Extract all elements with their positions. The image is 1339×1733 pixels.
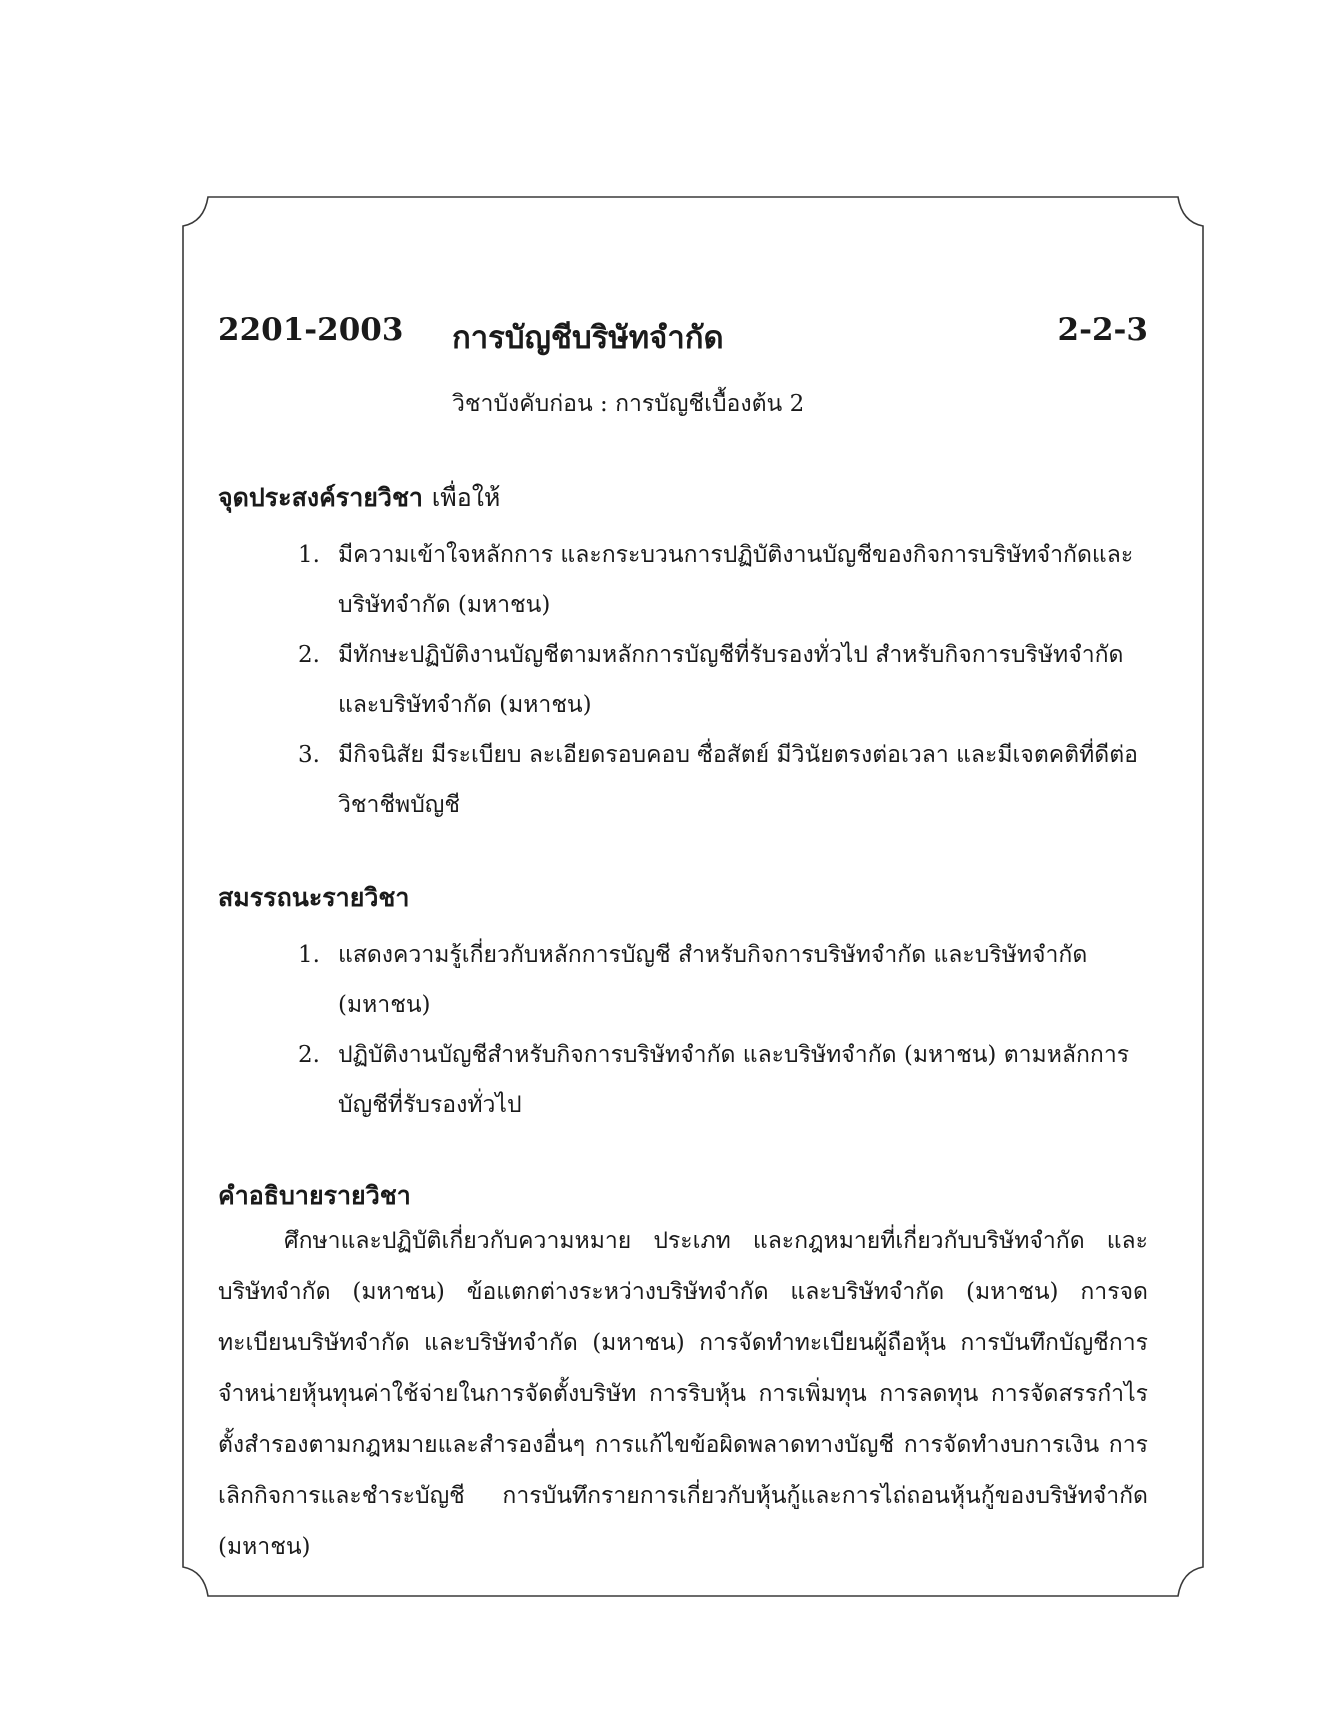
- item-number: 1.: [298, 942, 320, 968]
- description-title: คำอธิบายรายวิชา: [218, 1181, 411, 1210]
- prerequisite: วิชาบังคับก่อน : การบัญชีเบื้องต้น 2: [452, 391, 805, 417]
- item-text: มีกิจนิสัย มีระเบียบ ละเอียดรอบคอบ ซื่อสัตย์ มีวินัยตรงต่อเวลา และมีเจตคติที่ดีต่อวิชาชีพบัญชี: [338, 742, 1138, 818]
- competencies-title: สมรรถนะรายวิชา: [218, 883, 410, 912]
- item-text: ปฏิบัติงานบัญชีสำหรับกิจการบริษัทจำกัด และบริษัทจำกัด (มหาชน) ตามหลักการบัญชีที่รับรองทั่วไป: [338, 1042, 1130, 1118]
- list-item: [298, 630, 1148, 730]
- objectives-list: [298, 530, 1148, 830]
- objectives-title: จุดประสงค์รายวิชา: [218, 483, 423, 512]
- item-number: 1.: [298, 542, 320, 568]
- item-text: มีความเข้าใจหลักการ และกระบวนการปฏิบัติงานบัญชีของกิจการบริษัทจำกัดและบริษัทจำกัด (มหาชน): [338, 542, 1134, 618]
- competencies-list: [298, 930, 1148, 1130]
- course-credits: 2-2-3: [1057, 312, 1148, 348]
- list-item: [298, 730, 1148, 830]
- item-number: 3.: [298, 742, 320, 768]
- item-text: มีทักษะปฏิบัติงานบัญชีตามหลักการบัญชีที่รับรองทั่วไป สำหรับกิจการบริษัทจำกัดและบริษัทจำกัด (มหาชน): [338, 642, 1124, 718]
- item-number: 2.: [298, 1042, 320, 1068]
- list-item: [298, 930, 1148, 1030]
- objectives-title-suffix: เพื่อให้: [431, 483, 501, 512]
- competencies-heading: [218, 878, 409, 918]
- course-name: การบัญชีบริษัทจำกัด: [452, 320, 724, 356]
- course-header: [218, 312, 1148, 362]
- course-code: 2201-2003: [218, 312, 404, 348]
- list-item: [298, 530, 1148, 630]
- description-text: ศึกษาและปฏิบัติเกี่ยวกับความหมาย ประเภท และกฎหมายที่เกี่ยวกับบริษัทจำกัด และบริษัทจำกัด (มหาชน) ข้อแตกต่างระหว่างบริษัทจำกัด และบริษัทจำกัด (มหาชน) การจดทะเบียนบริษัทจำกัด และบริษัทจำกัด (มหาชน) การจัดทำทะเบียนผู้ถือหุ้น การบันทึกบัญชีการจำหน่ายหุ้นทุนค่าใช้จ่ายในการจัดตั้งบริษัท การริบหุ้น การเพิ่มทุน การลดทุน การจัดสรรกำไร ตั้งสำรองตามกฎหมายและสำรองอื่นๆ การแก้ไขข้อผิดพลาดทางบัญชี การจัดทำงบการเงิน การเลิกกิจการและชำระบัญชี การบันทึกรายการเกี่ยวกับหุ้นกู้และการไถ่ถอนหุ้นกู้ของบริษัทจำกัด (มหาชน): [218, 1228, 1148, 1560]
- description-heading: [218, 1176, 411, 1216]
- item-text: แสดงความรู้เกี่ยวกับหลักการบัญชี สำหรับกิจการบริษัทจำกัด และบริษัทจำกัด (มหาชน): [338, 942, 1088, 1018]
- list-item: [298, 1030, 1148, 1130]
- item-number: 2.: [298, 642, 320, 668]
- objectives-heading: [218, 478, 500, 518]
